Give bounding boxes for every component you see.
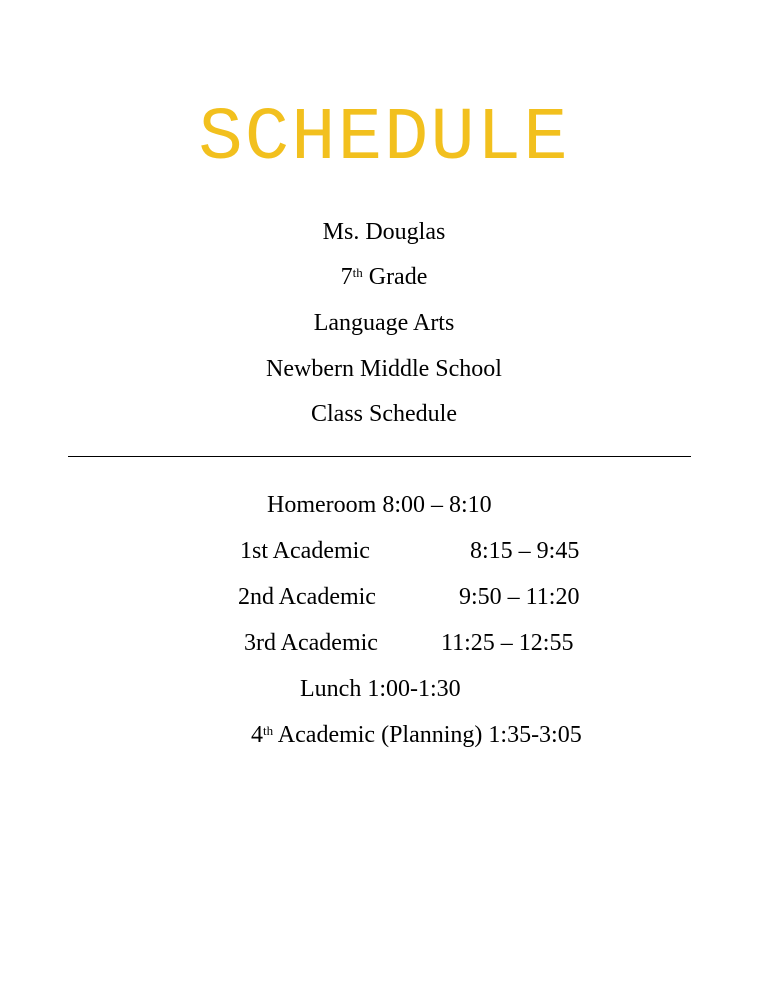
schedule-first-label: 1st Academic xyxy=(240,538,370,564)
fourth-suffix: th xyxy=(263,723,274,738)
page-title: SCHEDULE xyxy=(198,97,570,181)
school-name: Newbern Middle School xyxy=(266,356,502,382)
fourth-number: 4 xyxy=(251,722,263,748)
fourth-text: Academic (Planning) 1:35-3:05 xyxy=(273,722,582,748)
grade-line xyxy=(0,262,768,292)
grade-suffix: th xyxy=(352,265,363,280)
subject-name: Language Arts xyxy=(313,310,455,336)
schedule-lunch: Lunch 1:00-1:30 xyxy=(300,676,461,702)
schedule-third-label: 3rd Academic xyxy=(244,630,378,656)
schedule-fourth xyxy=(251,720,582,750)
schedule-homeroom: Homeroom 8:00 – 8:10 xyxy=(267,492,492,518)
teacher-name: Ms. Douglas xyxy=(322,219,446,245)
schedule-second-time: 9:50 – 11:20 xyxy=(459,584,580,610)
grade-number: 7 xyxy=(340,264,353,290)
schedule-second-label: 2nd Academic xyxy=(238,584,376,610)
grade-word: Grade xyxy=(362,264,428,290)
schedule-heading: Class Schedule xyxy=(311,401,457,427)
section-divider xyxy=(68,456,691,457)
schedule-third-time: 11:25 – 12:55 xyxy=(441,630,574,656)
schedule-first-time: 8:15 – 9:45 xyxy=(470,538,580,564)
